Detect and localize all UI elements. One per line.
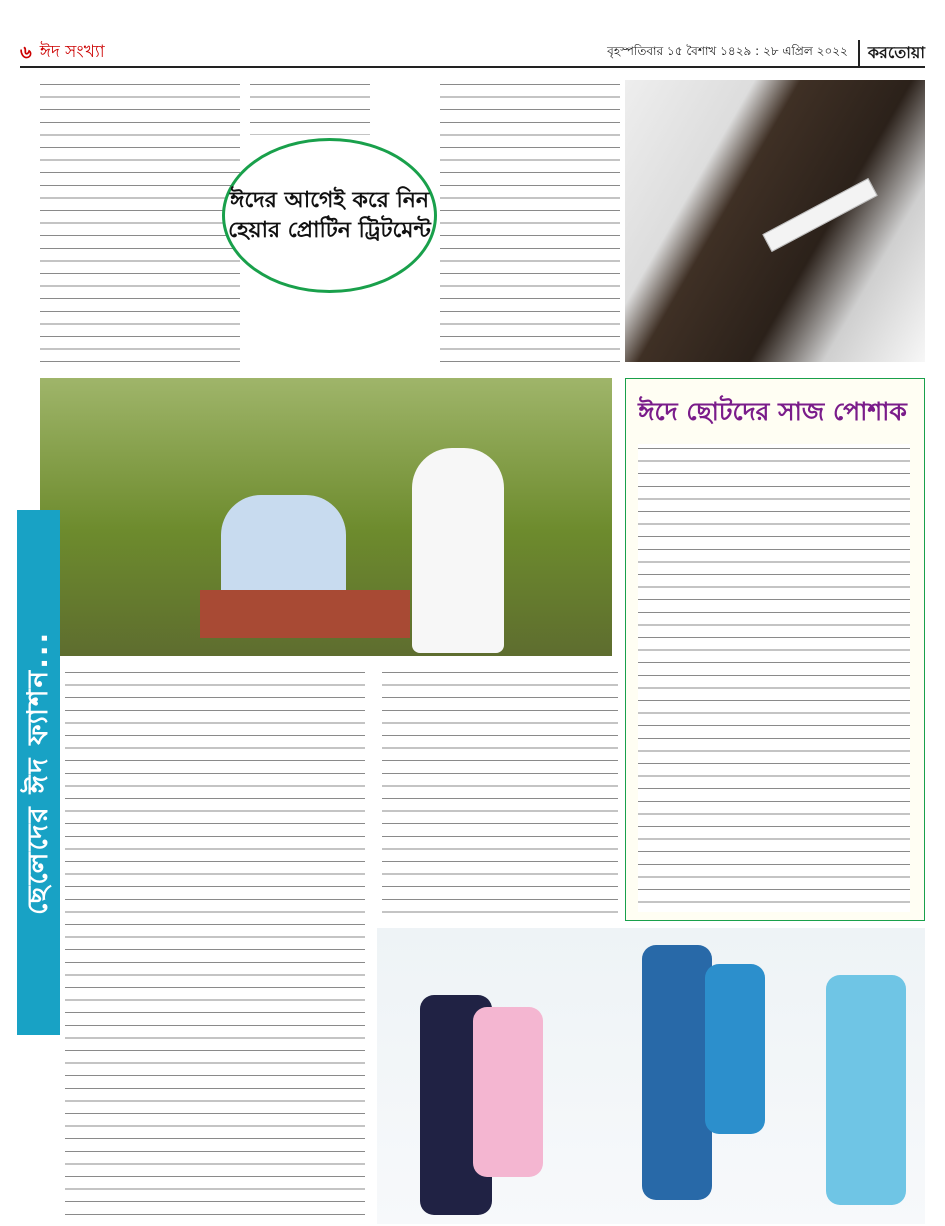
kids-fashion-title: ঈদে ছোটদের সাজ পোশাক	[638, 396, 907, 426]
child-model-photo	[473, 1007, 543, 1177]
section-name: ঈদ সংখ্যা	[39, 42, 105, 62]
article-column	[382, 668, 618, 918]
article-column	[65, 668, 365, 1224]
child-model-photo	[705, 964, 765, 1134]
kids-fashion-text	[638, 444, 910, 912]
mens-fashion-heading: ছেলেদের ঈদ ফ্যাশন...	[17, 510, 60, 1035]
model-photo	[412, 448, 504, 653]
article-column	[40, 80, 240, 365]
issue-date: বৃহস্পতিবার ১৫ বৈশাখ ১৪২৯ : ২৮ এপ্রিল ২০২২	[607, 44, 848, 58]
page-header	[20, 40, 925, 68]
article-column	[440, 80, 620, 365]
child-model-photo	[642, 945, 712, 1200]
page-number: ৬	[20, 41, 32, 63]
article-column	[250, 80, 370, 135]
hair-article-title: ঈদের আগেই করে নিন হেয়ার প্রোটিন ট্রিটমেন্ট	[222, 138, 437, 293]
brick-wall-photo	[200, 590, 410, 638]
newspaper-logo: করতোয়া	[858, 40, 925, 67]
hair-treatment-photo	[625, 80, 925, 362]
child-model-photo	[826, 975, 906, 1205]
